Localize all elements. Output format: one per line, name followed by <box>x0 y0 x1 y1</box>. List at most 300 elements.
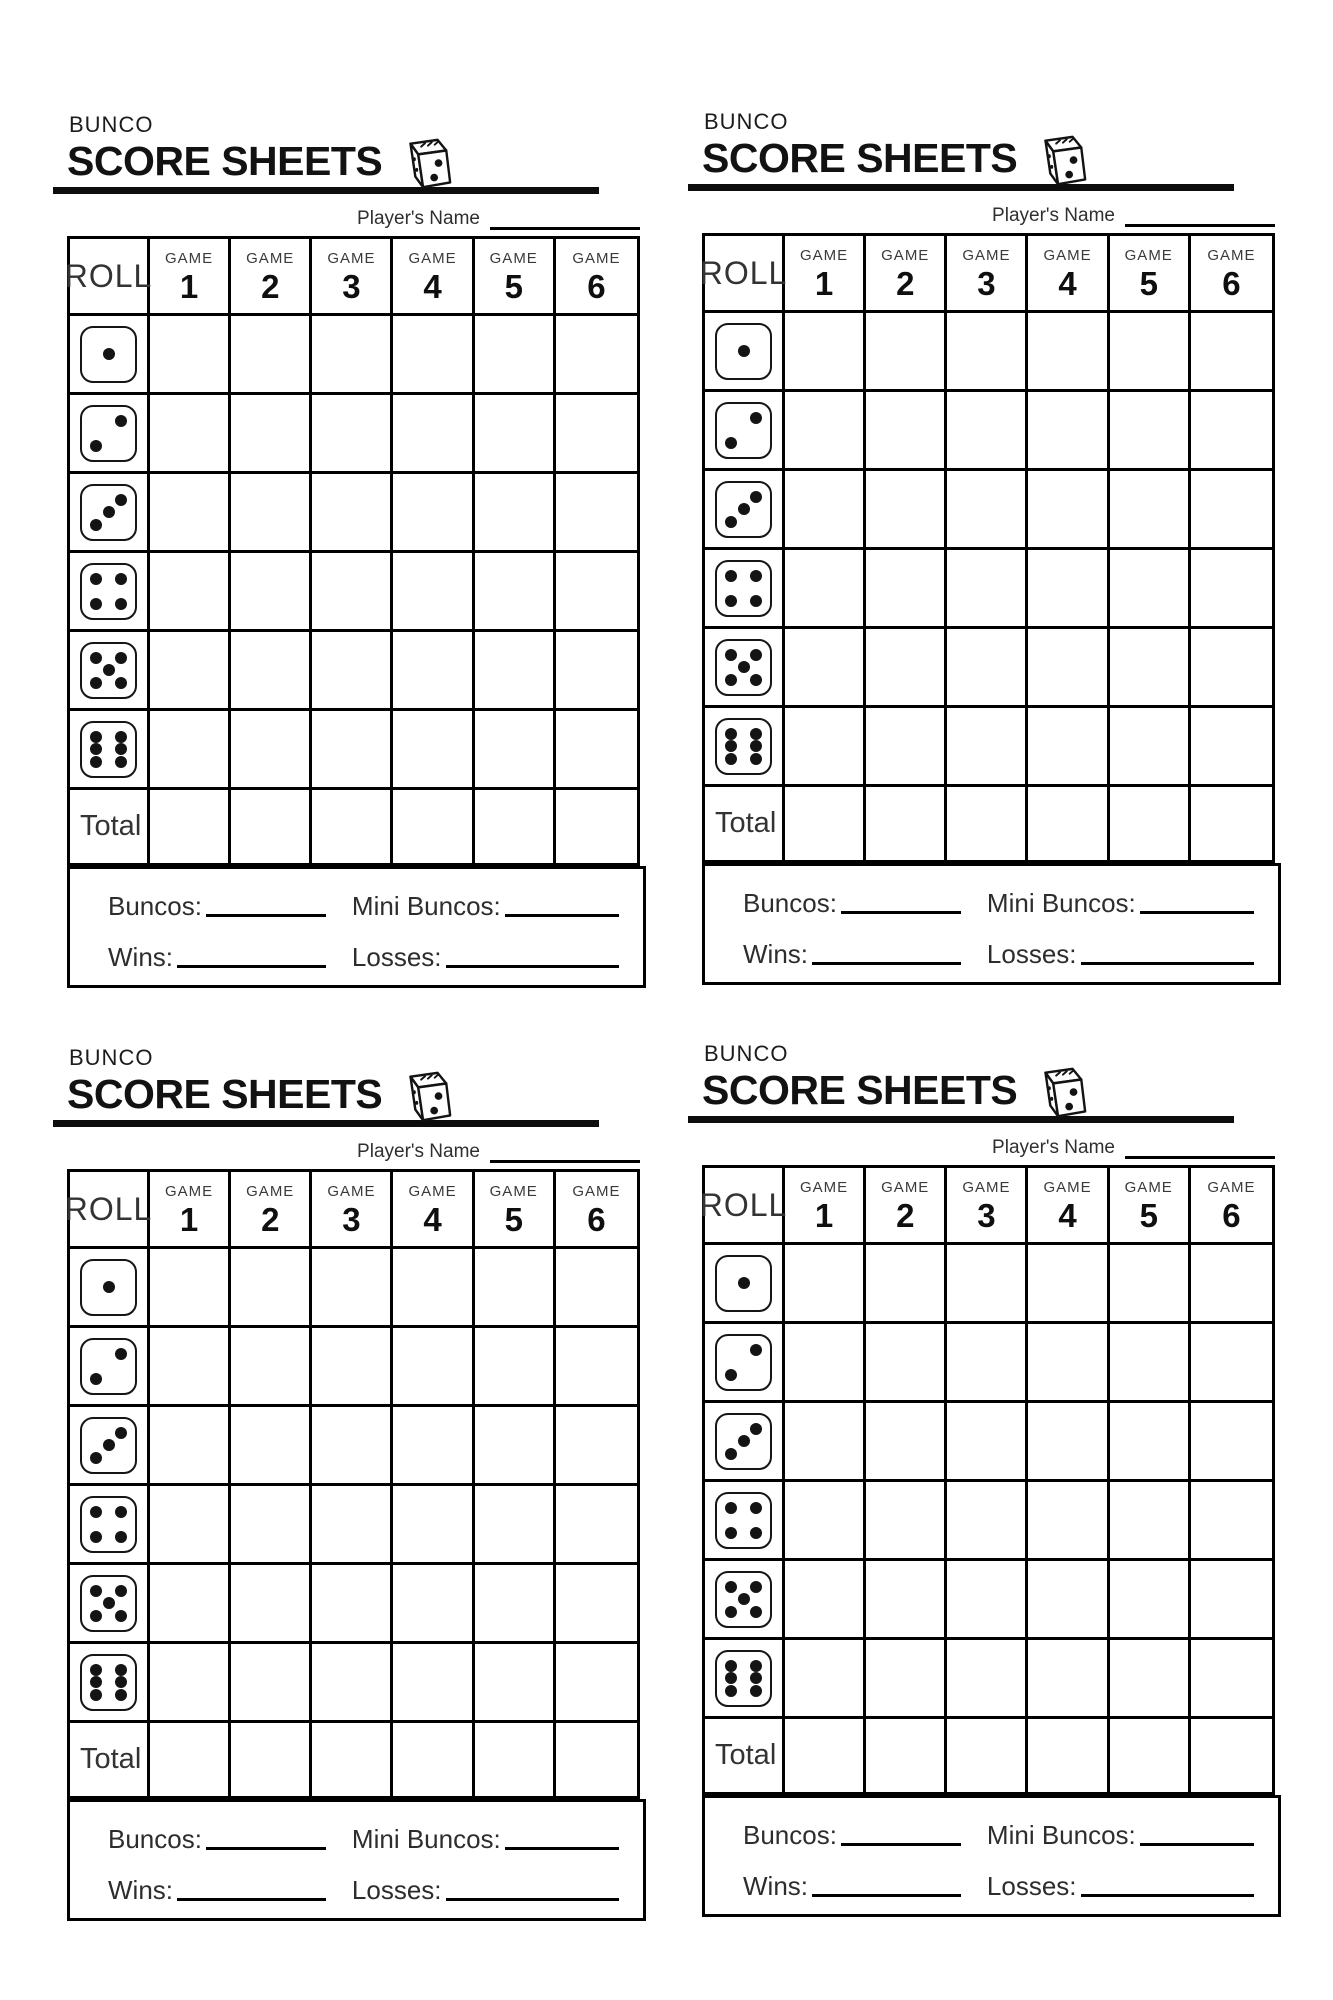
player-name-field[interactable] <box>1125 206 1275 227</box>
score-cell[interactable] <box>556 632 637 708</box>
score-cell[interactable] <box>1028 1245 1109 1321</box>
die-2-icon <box>715 1334 772 1391</box>
total-label: Total <box>70 1723 150 1796</box>
total-cell-game-6[interactable] <box>1191 1719 1272 1792</box>
wins-label: Wins: <box>108 942 173 973</box>
score-cell[interactable] <box>393 711 474 787</box>
losses-label: Losses: <box>986 939 1077 970</box>
score-cell[interactable] <box>1110 1482 1191 1558</box>
wins-label: Wins: <box>743 1871 808 1902</box>
score-cell[interactable] <box>866 1561 947 1637</box>
score-cell[interactable] <box>475 1644 556 1720</box>
game-3-header: GAME 3 <box>947 1168 1028 1242</box>
score-sheet-quadrant-1 <box>53 113 641 979</box>
score-cell[interactable] <box>866 1324 947 1400</box>
score-cell[interactable] <box>150 1486 231 1562</box>
game-5-header: GAME 5 <box>475 239 556 313</box>
score-cell[interactable] <box>1110 313 1191 389</box>
total-cell-game-5[interactable] <box>1110 1719 1191 1792</box>
total-row <box>705 787 1272 860</box>
score-cell[interactable] <box>231 711 312 787</box>
die-4-icon <box>80 563 137 620</box>
mini-buncos-label: Mini Buncos: <box>986 1819 1136 1850</box>
die-2-icon <box>715 402 772 459</box>
die-cell <box>70 632 150 708</box>
game-6-header: GAME 6 <box>1207 1179 1256 1235</box>
total-cell-game-2[interactable] <box>866 1719 947 1792</box>
mini-buncos-field[interactable] <box>505 1835 619 1850</box>
score-cell[interactable] <box>1191 471 1272 547</box>
total-cell-game-1[interactable] <box>785 1719 866 1792</box>
score-cell[interactable] <box>785 1561 866 1637</box>
die-5-icon <box>715 1571 772 1628</box>
sheet-title: SCORE SHEETS <box>702 1067 1018 1114</box>
die-cell <box>705 1245 785 1321</box>
score-cell[interactable] <box>150 1328 231 1404</box>
score-cell[interactable] <box>475 1565 556 1641</box>
score-cell[interactable] <box>312 395 393 471</box>
wins-field[interactable] <box>177 953 326 968</box>
score-cell[interactable] <box>312 711 393 787</box>
score-cell[interactable] <box>312 632 393 708</box>
mini-buncos-field[interactable] <box>1140 899 1254 914</box>
score-cell[interactable] <box>785 550 866 626</box>
score-cell[interactable] <box>475 1486 556 1562</box>
table-header-row <box>699 1168 1272 1245</box>
score-cell[interactable] <box>866 550 947 626</box>
score-cell[interactable] <box>231 1644 312 1720</box>
roll-row-3 <box>70 1407 637 1486</box>
score-cell[interactable] <box>785 1324 866 1400</box>
score-cell[interactable] <box>1028 471 1109 547</box>
score-cell[interactable] <box>475 1328 556 1404</box>
die-6-icon <box>715 1650 772 1707</box>
die-4-icon <box>715 1492 772 1549</box>
total-cell-game-1[interactable] <box>150 790 231 863</box>
buncos-row <box>705 1812 1278 1850</box>
die-5-icon <box>80 642 137 699</box>
buncos-field[interactable] <box>841 1831 961 1846</box>
score-cell[interactable] <box>947 1640 1028 1716</box>
die-3-icon <box>715 1413 772 1470</box>
summary-box <box>67 1799 646 1921</box>
score-cell[interactable] <box>231 395 312 471</box>
score-cell[interactable] <box>1191 1561 1272 1637</box>
roll-row-4 <box>705 550 1272 629</box>
roll-row-1 <box>70 1249 637 1328</box>
game-1-header: GAME 1 <box>150 239 231 313</box>
score-cell[interactable] <box>393 1486 474 1562</box>
score-cell[interactable] <box>1191 629 1272 705</box>
game-5-header: GAME 5 <box>1110 236 1191 310</box>
score-cell[interactable] <box>785 1640 866 1716</box>
game-5-header: GAME 5 <box>475 1172 556 1246</box>
total-cell-game-5[interactable] <box>475 1723 556 1796</box>
score-cell[interactable] <box>1110 392 1191 468</box>
summary-box <box>702 863 1281 985</box>
total-cell-game-3[interactable] <box>312 1723 393 1796</box>
score-cell[interactable] <box>866 313 947 389</box>
score-cell[interactable] <box>1028 1482 1109 1558</box>
die-cell <box>705 471 785 547</box>
roll-column-header: ROLL <box>70 239 150 313</box>
wins-row <box>70 1867 643 1905</box>
die-6-icon <box>80 1654 137 1711</box>
die-cell <box>70 1407 150 1483</box>
die-1-icon <box>80 1259 137 1316</box>
score-cell[interactable] <box>475 553 556 629</box>
score-cell[interactable] <box>785 392 866 468</box>
score-cell[interactable] <box>150 1249 231 1325</box>
score-cell[interactable] <box>475 711 556 787</box>
score-cell[interactable] <box>150 1407 231 1483</box>
score-cell[interactable] <box>231 316 312 392</box>
score-cell[interactable] <box>866 392 947 468</box>
score-cell[interactable] <box>1191 1482 1272 1558</box>
score-cell[interactable] <box>947 471 1028 547</box>
score-cell[interactable] <box>393 553 474 629</box>
score-cell[interactable] <box>556 711 637 787</box>
total-cell-game-1[interactable] <box>150 1723 231 1796</box>
summary-box <box>67 866 646 988</box>
score-cell[interactable] <box>1028 1561 1109 1637</box>
score-cell[interactable] <box>475 474 556 550</box>
score-cell[interactable] <box>1028 550 1109 626</box>
score-cell[interactable] <box>393 395 474 471</box>
score-cell[interactable] <box>947 1245 1028 1321</box>
score-cell[interactable] <box>1191 1324 1272 1400</box>
score-cell[interactable] <box>1110 1403 1191 1479</box>
score-cell[interactable] <box>150 395 231 471</box>
score-cell[interactable] <box>785 471 866 547</box>
score-cell[interactable] <box>312 1328 393 1404</box>
score-table <box>64 236 640 866</box>
score-cell[interactable] <box>947 629 1028 705</box>
player-name-field[interactable] <box>1125 1138 1275 1159</box>
score-cell[interactable] <box>393 1407 474 1483</box>
wins-row <box>705 931 1278 969</box>
die-6-icon <box>715 718 772 775</box>
score-cell[interactable] <box>150 1565 231 1641</box>
score-cell[interactable] <box>556 316 637 392</box>
wins-row <box>705 1863 1278 1901</box>
roll-row-2 <box>705 392 1272 471</box>
die-1-icon <box>715 323 772 380</box>
score-cell[interactable] <box>947 392 1028 468</box>
roll-row-4 <box>70 553 637 632</box>
score-cell[interactable] <box>231 1328 312 1404</box>
score-cell[interactable] <box>312 1407 393 1483</box>
score-cell[interactable] <box>231 1407 312 1483</box>
title-row <box>67 137 641 185</box>
score-cell[interactable] <box>556 1486 637 1562</box>
score-cell[interactable] <box>947 550 1028 626</box>
score-cell[interactable] <box>785 1403 866 1479</box>
title-underline <box>53 1120 599 1127</box>
wins-label: Wins: <box>743 939 808 970</box>
total-cell-game-1[interactable] <box>785 787 866 860</box>
score-cell[interactable] <box>1028 1403 1109 1479</box>
total-cell-game-3[interactable] <box>947 1719 1028 1792</box>
score-cell[interactable] <box>1110 629 1191 705</box>
score-cell[interactable] <box>947 1403 1028 1479</box>
score-cell[interactable] <box>475 316 556 392</box>
sheet-title: SCORE SHEETS <box>702 135 1018 182</box>
total-label: Total <box>705 787 785 860</box>
score-cell[interactable] <box>150 316 231 392</box>
player-name-label: Player's Name <box>992 1137 1115 1159</box>
score-cell[interactable] <box>866 471 947 547</box>
roll-row-6 <box>70 1644 637 1723</box>
roll-row-1 <box>705 313 1272 392</box>
buncos-row <box>70 1816 643 1854</box>
game-1-header: GAME 1 <box>785 236 866 310</box>
buncos-row <box>70 883 643 921</box>
score-cell[interactable] <box>556 395 637 471</box>
score-cell[interactable] <box>150 632 231 708</box>
total-cell-game-4[interactable] <box>393 790 474 863</box>
score-cell[interactable] <box>1191 708 1272 784</box>
die-3-icon <box>80 484 137 541</box>
score-cell[interactable] <box>312 1565 393 1641</box>
score-cell[interactable] <box>312 1249 393 1325</box>
score-cell[interactable] <box>231 474 312 550</box>
score-cell[interactable] <box>231 632 312 708</box>
score-cell[interactable] <box>475 632 556 708</box>
score-cell[interactable] <box>1110 1245 1191 1321</box>
score-cell[interactable] <box>1191 1403 1272 1479</box>
score-cell[interactable] <box>556 1565 637 1641</box>
score-cell[interactable] <box>866 1482 947 1558</box>
game-3-header: GAME 3 <box>312 239 393 313</box>
die-cell <box>70 1565 150 1641</box>
score-cell[interactable] <box>150 1644 231 1720</box>
score-cell[interactable] <box>556 1644 637 1720</box>
score-cell[interactable] <box>393 632 474 708</box>
score-cell[interactable] <box>393 1328 474 1404</box>
game-4-header: GAME 4 <box>1028 236 1109 310</box>
game-1-header: GAME 1 <box>785 1168 866 1242</box>
losses-label: Losses: <box>351 1875 442 1906</box>
bunco-score-sheet <box>53 113 641 988</box>
score-cell[interactable] <box>393 474 474 550</box>
score-cell[interactable] <box>556 553 637 629</box>
roll-row-5 <box>70 1565 637 1644</box>
die-cell <box>70 1486 150 1562</box>
score-cell[interactable] <box>947 313 1028 389</box>
score-cell[interactable] <box>1110 708 1191 784</box>
score-cell[interactable] <box>866 1245 947 1321</box>
score-cell[interactable] <box>475 395 556 471</box>
score-cell[interactable] <box>1028 392 1109 468</box>
score-cell[interactable] <box>785 1245 866 1321</box>
score-cell[interactable] <box>231 553 312 629</box>
score-cell[interactable] <box>231 1249 312 1325</box>
score-cell[interactable] <box>866 1403 947 1479</box>
score-cell[interactable] <box>866 708 947 784</box>
score-cell[interactable] <box>866 629 947 705</box>
score-cell[interactable] <box>150 553 231 629</box>
score-sheet-quadrant-2 <box>688 110 1276 976</box>
die-1-icon <box>80 326 137 383</box>
score-cell[interactable] <box>1110 1640 1191 1716</box>
total-cell-game-3[interactable] <box>947 787 1028 860</box>
score-cell[interactable] <box>1191 313 1272 389</box>
roll-column-header: ROLL <box>70 1172 150 1246</box>
score-cell[interactable] <box>947 1324 1028 1400</box>
score-cell[interactable] <box>785 708 866 784</box>
die-5-icon <box>80 1575 137 1632</box>
score-cell[interactable] <box>231 1486 312 1562</box>
bunco-score-sheet <box>53 1046 641 1921</box>
game-3-header: GAME 3 <box>312 1172 393 1246</box>
score-cell[interactable] <box>556 474 637 550</box>
score-cell[interactable] <box>785 629 866 705</box>
roll-row-1 <box>70 316 637 395</box>
roll-row-5 <box>705 1561 1272 1640</box>
score-cell[interactable] <box>312 1486 393 1562</box>
mini-buncos-field[interactable] <box>505 902 619 917</box>
total-cell-game-4[interactable] <box>1028 787 1109 860</box>
score-cell[interactable] <box>150 711 231 787</box>
score-cell[interactable] <box>1110 550 1191 626</box>
die-2-icon <box>80 405 137 462</box>
losses-field[interactable] <box>1081 950 1254 965</box>
die-cell <box>705 1403 785 1479</box>
score-cell[interactable] <box>1028 313 1109 389</box>
game-5-header: GAME 5 <box>1110 1168 1191 1242</box>
total-cell-game-4[interactable] <box>393 1723 474 1796</box>
total-cell-game-6[interactable] <box>556 1723 637 1796</box>
total-cell-game-2[interactable] <box>866 787 947 860</box>
score-table <box>699 233 1275 863</box>
title-row <box>702 134 1276 182</box>
die-5-icon <box>715 639 772 696</box>
score-table <box>699 1165 1275 1795</box>
score-cell[interactable] <box>1028 708 1109 784</box>
score-cell[interactable] <box>1110 1561 1191 1637</box>
losses-field[interactable] <box>1081 1882 1254 1897</box>
score-cell[interactable] <box>231 1565 312 1641</box>
total-cell-game-5[interactable] <box>1110 787 1191 860</box>
rolling-die-icon <box>1031 130 1089 194</box>
game-2-header: GAME 2 <box>231 239 312 313</box>
die-cell <box>705 1640 785 1716</box>
total-cell-game-3[interactable] <box>312 790 393 863</box>
score-cell[interactable] <box>785 313 866 389</box>
mini-buncos-field[interactable] <box>1140 1831 1254 1846</box>
rolling-die-icon <box>1031 1062 1089 1126</box>
buncos-field[interactable] <box>841 899 961 914</box>
title-row <box>702 1066 1276 1114</box>
roll-row-2 <box>70 1328 637 1407</box>
score-cell[interactable] <box>475 1249 556 1325</box>
score-cell[interactable] <box>556 1249 637 1325</box>
player-name-row <box>702 1135 1275 1159</box>
player-name-field[interactable] <box>490 209 640 230</box>
wins-field[interactable] <box>812 1882 961 1897</box>
score-cell[interactable] <box>785 1482 866 1558</box>
total-cell-game-2[interactable] <box>231 790 312 863</box>
bunco-score-sheet <box>688 1042 1276 1917</box>
score-cell[interactable] <box>866 1640 947 1716</box>
total-cell-game-6[interactable] <box>1191 787 1272 860</box>
losses-field[interactable] <box>446 1886 619 1901</box>
title-underline <box>688 1116 1234 1123</box>
player-name-field[interactable] <box>490 1142 640 1163</box>
sheet-title: SCORE SHEETS <box>67 1071 383 1118</box>
score-cell[interactable] <box>1110 471 1191 547</box>
score-cell[interactable] <box>393 1644 474 1720</box>
brand-label: BUNCO <box>69 112 154 137</box>
score-cell[interactable] <box>312 316 393 392</box>
score-cell[interactable] <box>1191 1640 1272 1716</box>
roll-column-header: ROLL <box>705 1168 785 1242</box>
wins-field[interactable] <box>812 950 961 965</box>
losses-label: Losses: <box>986 1871 1077 1902</box>
total-cell-game-5[interactable] <box>475 790 556 863</box>
game-3-header: GAME 3 <box>947 236 1028 310</box>
score-cell[interactable] <box>393 1249 474 1325</box>
wins-field[interactable] <box>177 1886 326 1901</box>
die-cell <box>705 313 785 389</box>
score-cell[interactable] <box>556 1407 637 1483</box>
game-2-header: GAME 2 <box>231 1172 312 1246</box>
total-cell-game-6[interactable] <box>556 790 637 863</box>
player-name-label: Player's Name <box>357 208 480 230</box>
score-cell[interactable] <box>312 474 393 550</box>
total-cell-game-2[interactable] <box>231 1723 312 1796</box>
score-cell[interactable] <box>947 1561 1028 1637</box>
score-cell[interactable] <box>947 708 1028 784</box>
roll-row-3 <box>70 474 637 553</box>
bunco-score-sheet <box>688 110 1276 985</box>
buncos-field[interactable] <box>206 902 326 917</box>
score-cell[interactable] <box>1191 1245 1272 1321</box>
buncos-field[interactable] <box>206 1835 326 1850</box>
die-4-icon <box>715 560 772 617</box>
total-cell-game-4[interactable] <box>1028 1719 1109 1792</box>
score-cell[interactable] <box>475 1407 556 1483</box>
score-cell[interactable] <box>1028 1640 1109 1716</box>
player-name-label: Player's Name <box>357 1141 480 1163</box>
score-cell[interactable] <box>1191 550 1272 626</box>
score-cell[interactable] <box>947 1482 1028 1558</box>
losses-field[interactable] <box>446 953 619 968</box>
die-cell <box>705 550 785 626</box>
die-1-icon <box>715 1255 772 1312</box>
die-6-icon <box>80 721 137 778</box>
sheet-title: SCORE SHEETS <box>67 138 383 185</box>
die-cell <box>70 711 150 787</box>
game-4-header: GAME 4 <box>1028 1168 1109 1242</box>
score-cell[interactable] <box>312 553 393 629</box>
score-cell[interactable] <box>312 1644 393 1720</box>
score-cell[interactable] <box>1028 629 1109 705</box>
score-cell[interactable] <box>393 316 474 392</box>
score-cell[interactable] <box>1191 392 1272 468</box>
game-2-header: GAME 2 <box>866 236 947 310</box>
score-cell[interactable] <box>556 1328 637 1404</box>
score-cell[interactable] <box>1028 1324 1109 1400</box>
buncos-label: Buncos: <box>108 1823 202 1854</box>
total-row <box>70 1723 637 1796</box>
mini-buncos-label: Mini Buncos: <box>351 890 501 921</box>
score-cell[interactable] <box>393 1565 474 1641</box>
score-cell[interactable] <box>1110 1324 1191 1400</box>
mini-buncos-label: Mini Buncos: <box>351 1823 501 1854</box>
score-cell[interactable] <box>150 474 231 550</box>
